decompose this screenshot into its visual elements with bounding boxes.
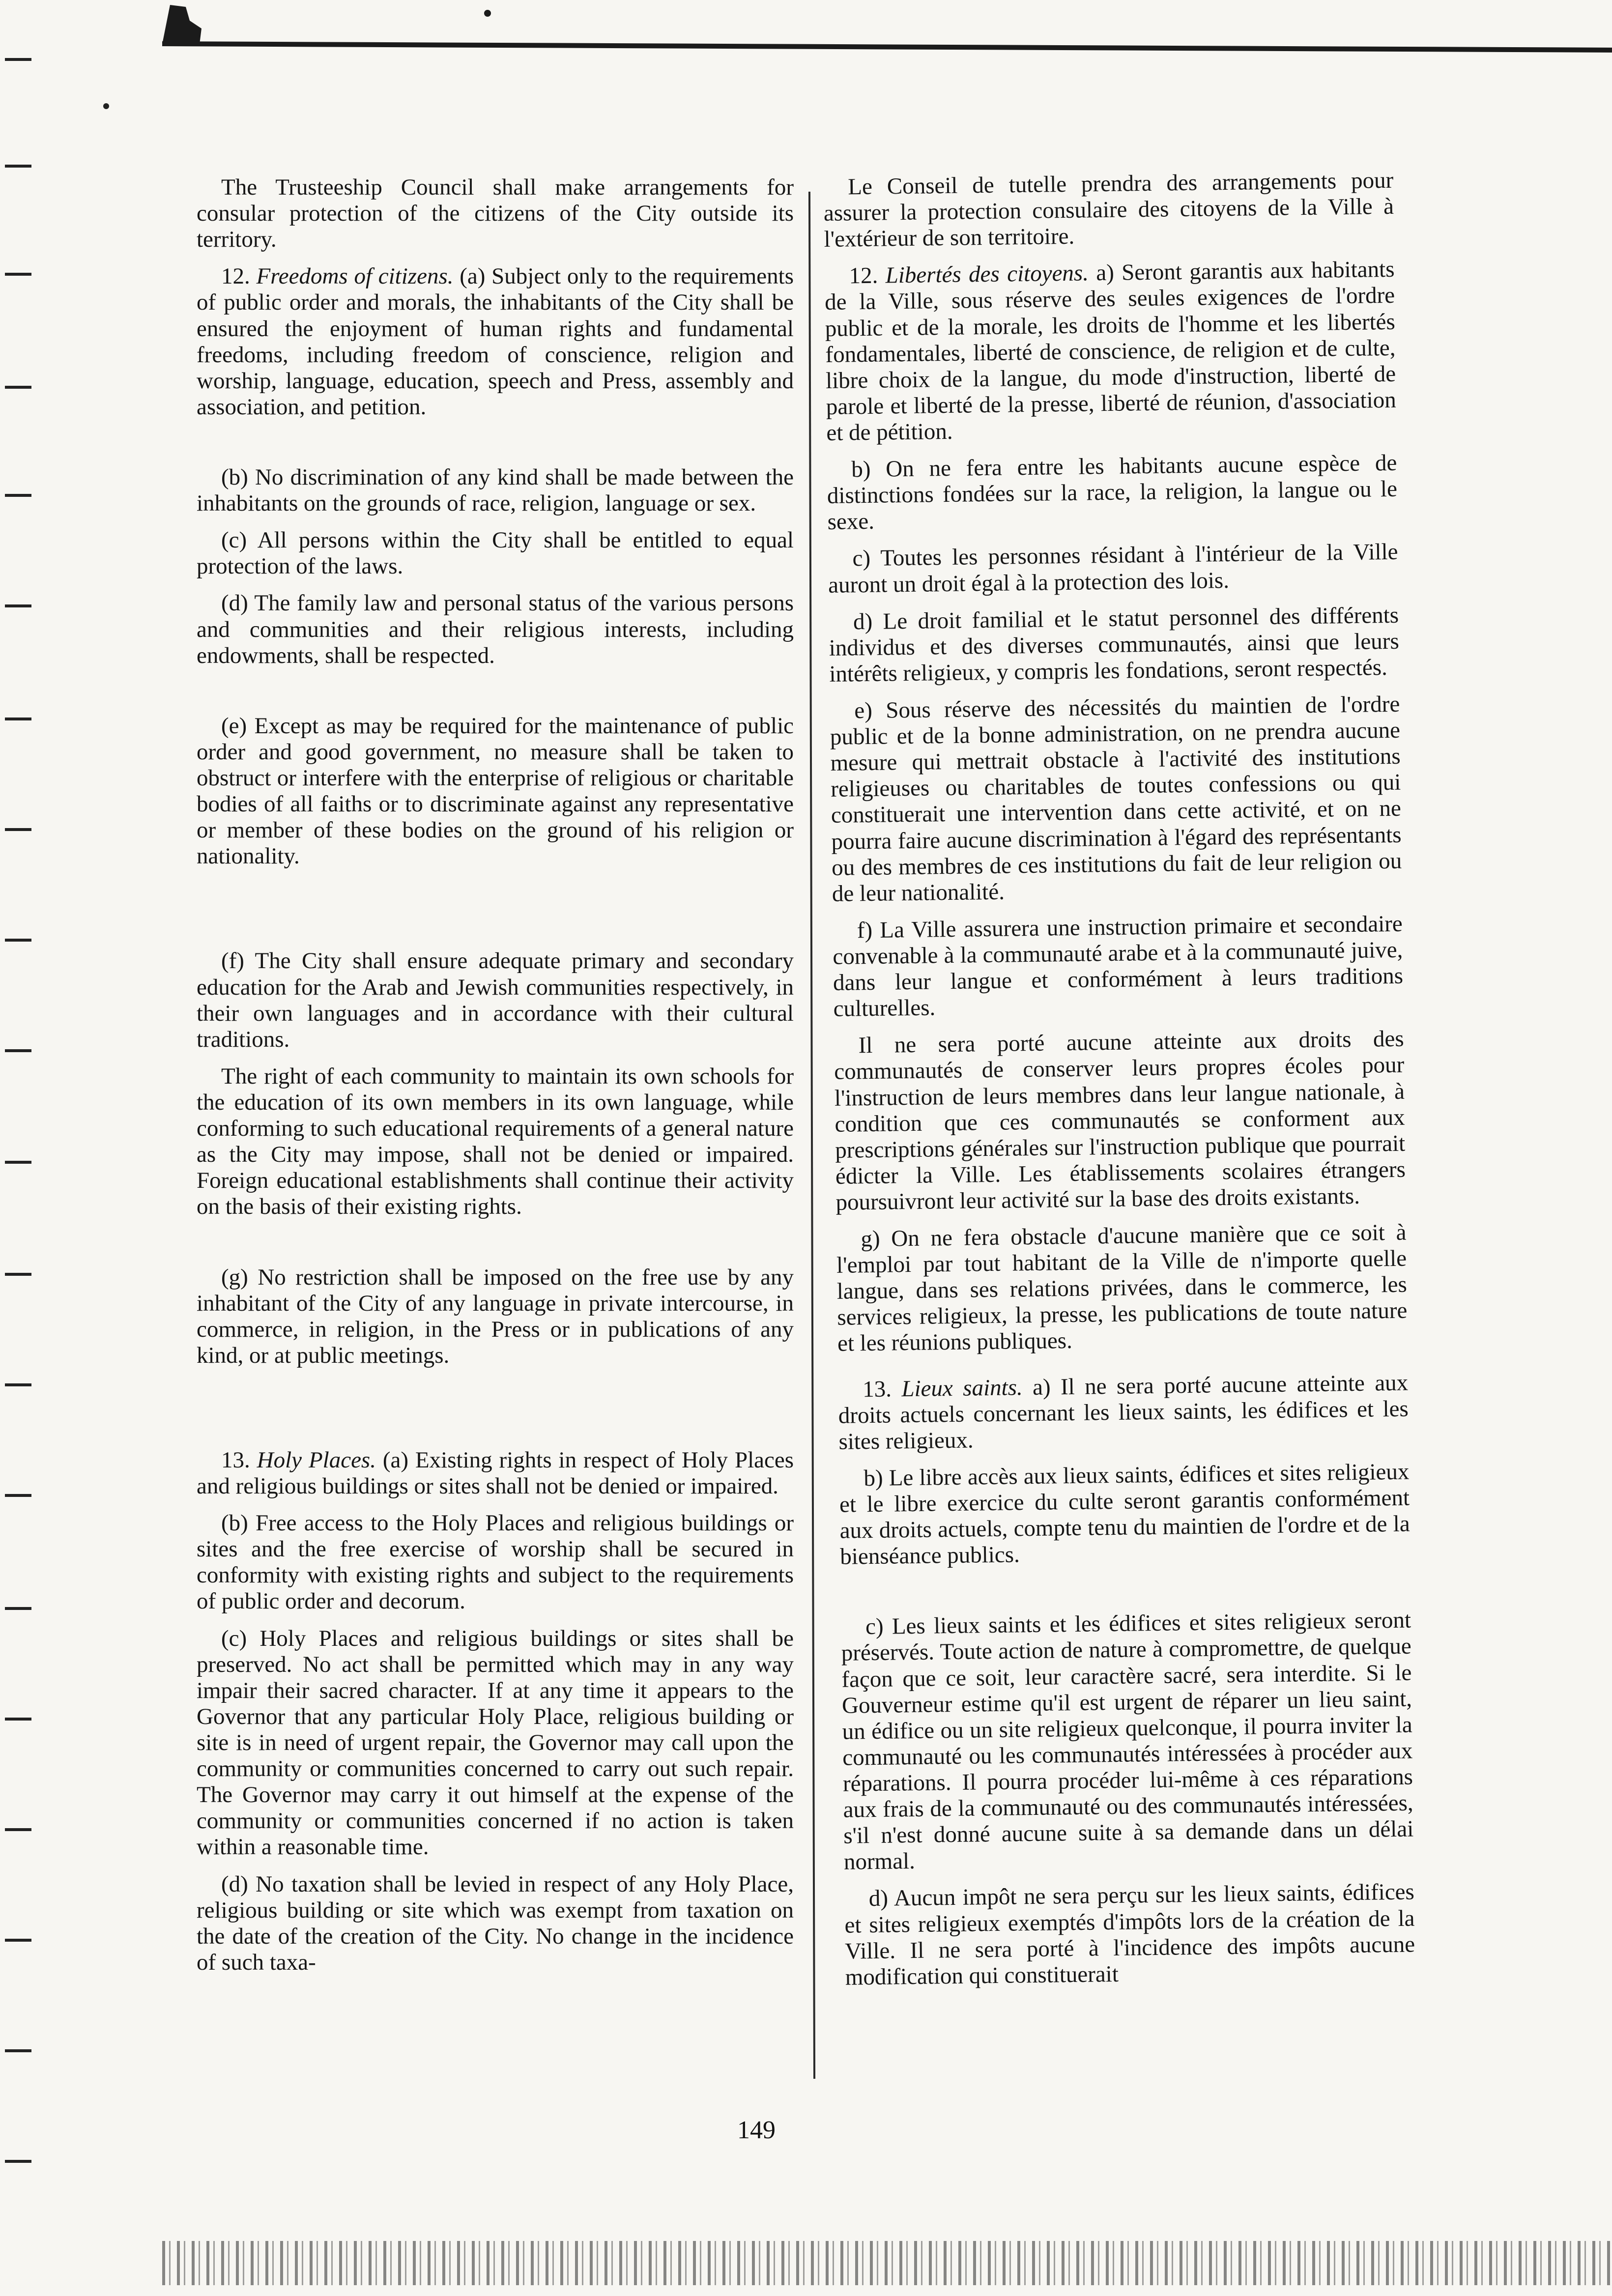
- margin-mark: [5, 1049, 31, 1052]
- paragraph: d) Le droit familial et le statut personnel des différents individus et des diverses communautés, ainsi que leurs intérêts religieux, y compris les fondations, seront respectés.: [829, 602, 1400, 687]
- margin-mark: [5, 2160, 31, 2163]
- margin-mark: [5, 165, 31, 168]
- margin-mark: [5, 604, 31, 607]
- top-rule: [162, 41, 1612, 53]
- paragraph: b) Le libre accès aux lieux saints, édifices et sites religieux et le libre exercice du culte seront garantis conformément aux droits actuels, compte tenu du maintien de l'ordre et de la bienséance publics.: [839, 1459, 1410, 1570]
- column-divider: [808, 192, 815, 2079]
- margin-dot: [103, 103, 109, 109]
- margin-mark: [5, 939, 31, 942]
- page-number: 149: [737, 2116, 776, 2144]
- paragraph: (b) No discrimination of any kind shall be made between the inhabitants on the grounds of race, religion, language or sex.: [197, 464, 794, 517]
- paragraph: (f) The City shall ensure adequate primary and secondary education for the Arab and Jewish communities respectively, in their own languages and in accordance with their cultural traditions.: [197, 948, 794, 1052]
- paragraph: 12. Freedoms of citizens. (a) Subject only to the requirements of public order and morals, the inhabitants of the City shall be ensured the enjoyment of human rights and fundamental freedoms, including freedom of conscience, religion and worship, language, education, speech and Press, assembly and association, and petition.: [197, 263, 794, 420]
- margin-mark: [5, 273, 31, 276]
- margin-mark: [5, 828, 31, 831]
- paragraph: 12. Libertés des citoyens. a) Seront garantis aux habitants de la Ville, sous réserve des seules exigences de l'ordre public et de la morale, les droits de l'homme et les libertés fondamentales, liberté de conscience, de religion et de culte, libre choix de la langue, du mode d'instruction, liberté de parole et liberté de la presse, liberté de réunion, d'association et de pétition.: [824, 257, 1397, 446]
- margin-mark: [5, 1273, 31, 1276]
- english-column: [197, 174, 794, 1986]
- paragraph: (c) Holy Places and religious buildings or sites shall be preserved. No act shall be permitted which may in any way impair their sacred character. If at any time it appears to the Governor that any particular Holy Place, religious building or site is in need of urgent repair, the Governor may call upon the community or communities concerned to carry out such repair. The Governor may carry it out himself at the expense of the community or communities concerned if no action is taken within a reasonable time.: [197, 1625, 794, 1860]
- paragraph: (d) The family law and personal status of the various persons and communities and their religious interests, including endowments, shall be respected.: [197, 590, 794, 668]
- paragraph: The right of each community to maintain its own schools for the education of its own members in its own language, while conforming to such educational requirements of a general nature as the City may impose, shall not be denied or impaired. Foreign educational establishments shall continue their activity on the basis of their existing rights.: [197, 1063, 794, 1220]
- margin-mark: [5, 1161, 31, 1164]
- paragraph: (c) All persons within the City shall be entitled to equal protection of the laws.: [197, 527, 794, 579]
- paragraph: Le Conseil de tutelle prendra des arrangements pour assurer la protection consulaire des citoyens de la Ville à l'extérieur de son territoire.: [823, 167, 1394, 253]
- margin-mark: [5, 386, 31, 389]
- paragraph: Il ne sera porté aucune atteinte aux droits des communautés de conserver leurs propres écoles pour l'instruction de leurs membres dans leur langue nationale, à condition que ces communautés se conforment aux prescriptions générales sur l'instruction publique que pourrait édicter la Ville. Les établissements scolaires étrangers poursuivront leur activité sur la base des droits existants.: [834, 1026, 1406, 1215]
- margin-mark: [5, 1828, 31, 1831]
- paragraph: d) Aucun impôt ne sera perçu sur les lieux saints, édifices et sites religieux exemptés d'impôts lors de la création de la Ville. Il ne sera porté à l'incidence des impôts aucune modification qui constituerait: [844, 1879, 1415, 1990]
- margin-mark: [5, 718, 31, 720]
- paragraph: f) La Ville assurera une instruction primaire et secondaire convenable à la communauté arabe et à la communauté juive, dans leur langue et conformément à leurs traditions culturelles.: [833, 911, 1404, 1022]
- margin-mark: [5, 2049, 31, 2052]
- margin-mark: [5, 1383, 31, 1386]
- paragraph: c) Toutes les personnes résidant à l'intérieur de la Ville auront un droit égal à la protection des lois.: [828, 539, 1398, 598]
- scan-dot: [484, 10, 491, 17]
- paragraph: (g) No restriction shall be imposed on the free use by any inhabitant of the City of any language in private intercourse, in commerce, in religion, in the Press or in publications of any kind, or at public meetings.: [197, 1264, 794, 1368]
- paragraph: 13. Lieux saints. a) Il ne sera porté aucune atteinte aux droits actuels concernant les lieux saints, les édifices et les sites religieux.: [838, 1370, 1409, 1455]
- paragraph: b) On ne fera entre les habitants aucune espèce de distinctions fondées sur la race, la religion, la langue ou le sexe.: [827, 450, 1398, 535]
- paragraph: g) On ne fera obstacle d'aucune manière que ce soit à l'emploi par tout habitant de la Ville de n'importe quelle langue, dans ses relations privées, dans le commerce, les services religieux, la presse, les publications de toute nature et les réunions publiques.: [836, 1219, 1408, 1357]
- paragraph: (e) Except as may be required for the maintenance of public order and good government, no measure shall be taken to obstruct or interfere with the enterprise of religious or charitable bodies of all faiths or to discriminate against any representative or member of these bodies on the ground of his religion or nationality.: [197, 713, 794, 869]
- paragraph: The Trusteeship Council shall make arrangements for consular protection of the citizens of the City outside its territory.: [197, 174, 794, 253]
- paragraph: (d) No taxation shall be levied in respect of any Holy Place, religious building or site which was exempt from taxation on the date of the creation of the City. No change in the incidence of such taxa-: [197, 1871, 794, 1975]
- paragraph: (b) Free access to the Holy Places and religious buildings or sites and the free exercise of worship shall be secured in conformity with existing rights and subject to the requirements of public order and decorum.: [197, 1510, 794, 1614]
- margin-mark: [5, 58, 31, 61]
- paragraph: e) Sous réserve des nécessités du maintien de l'ordre public et de la bonne administration, on ne prendra aucune mesure qui mettrait obstacle à l'activité des institutions religieuses ou charitables de toutes confessions ou qui constituerait une intervention dans cette activité, et on ne pourra faire aucune discrimination à l'égard des représentants ou des membres de ces institutions du fait de leur religion ou de leur nationalité.: [830, 691, 1402, 907]
- scan-noise: [162, 2241, 1612, 2285]
- margin-mark: [5, 1494, 31, 1497]
- margin-mark: [5, 1607, 31, 1610]
- paragraph: c) Les lieux saints et les édifices et sites religieux seront préservés. Toute action de nature à compromettre, de quelque façon que ce soit, leur caractère sacré, sera interdite. Si le Gouverneur estime qu'il est urgent de réparer un lieu saint, un édifice ou un site religieux quelconque, il pourra inviter la communauté ou les communautés intéressées à procéder aux réparations. Il pourra procéder lui-même à ces réparations aux frais de la communauté ou des communautés intéressées, s'il n'est donné aucune suite à sa demande dans un délai normal.: [841, 1607, 1414, 1875]
- paragraph: 13. Holy Places. (a) Existing rights in respect of Holy Places and religious buildings or sites shall not be denied or impaired.: [197, 1447, 794, 1499]
- margin-mark: [5, 1718, 31, 1721]
- french-column: [823, 168, 1415, 2002]
- scan-mark: [162, 5, 202, 44]
- margin-mark: [5, 1939, 31, 1942]
- margin-mark: [5, 494, 31, 497]
- margin-marks: [0, 0, 59, 2296]
